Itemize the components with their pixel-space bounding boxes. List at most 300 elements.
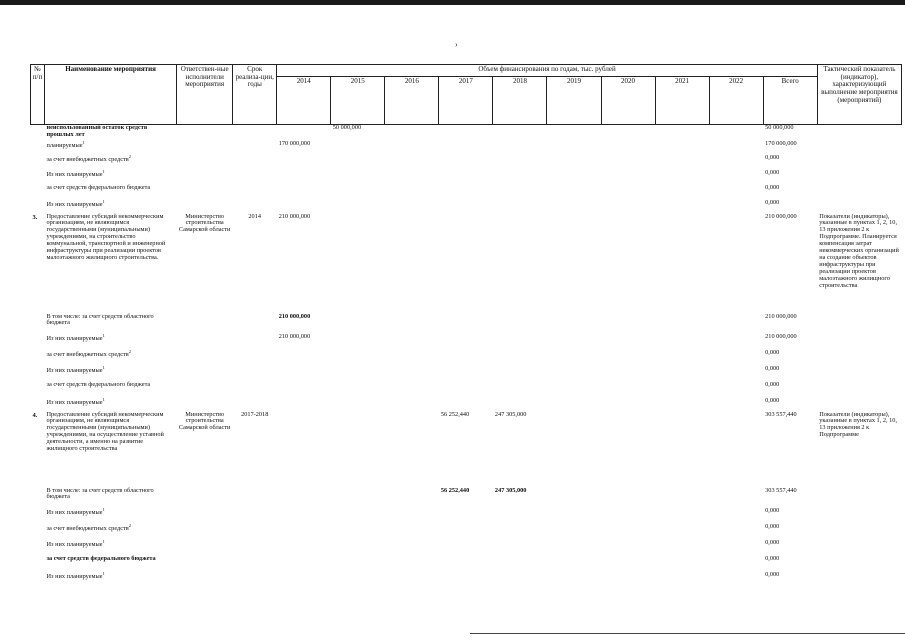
year-value: [493, 125, 547, 141]
row-number: 4.: [32, 411, 38, 419]
year-value: 56 252,440: [440, 410, 470, 418]
year-value: [439, 185, 493, 200]
row-total: 0,000: [765, 396, 780, 404]
row-label: [45, 185, 177, 200]
row-number: [31, 488, 45, 508]
year-value: [655, 540, 709, 556]
row-term: [233, 556, 277, 572]
footnote-mark: 1: [102, 168, 105, 174]
year-value: [277, 524, 331, 540]
footnote-mark: 2: [128, 348, 132, 354]
year-value: [277, 350, 331, 366]
footnote-mark: 1: [102, 506, 105, 512]
row-term: [233, 398, 277, 412]
year-value: [655, 572, 709, 586]
row-label-text: Предоставление субсидий некоммерческим организациям, не являющимся государственными (муниципальными) учреждениями, на строительство коммунальной, транспортной и инженерной инфраструктуры при реализации проектов малоэтажного жилищного строительства.: [46, 212, 166, 262]
row-number: [31, 170, 45, 185]
row-number: [31, 125, 45, 141]
year-value: [331, 366, 385, 382]
year-value: [277, 185, 331, 200]
table-row: [31, 508, 902, 524]
year-value: [493, 141, 547, 155]
row-total: 170 000,000: [765, 139, 797, 147]
table-row: [31, 125, 902, 141]
year-value: [655, 366, 709, 382]
row-responsible: [177, 314, 233, 334]
table-row: [31, 350, 902, 366]
row-responsible: [177, 508, 233, 524]
row-term: [233, 382, 277, 398]
row-label: [45, 524, 177, 540]
year-value: [547, 314, 601, 334]
row-indicator: [817, 141, 901, 155]
table-row: [31, 556, 902, 572]
year-value: [331, 214, 385, 314]
year-value: [547, 572, 601, 586]
row-total: 0,000: [765, 168, 780, 176]
row-term: [233, 125, 277, 141]
row-label-text: Из них планируемые: [46, 200, 103, 208]
year-value: [655, 398, 709, 412]
table-row: [31, 366, 902, 382]
header-total: Всего: [763, 77, 817, 125]
year-value: [493, 334, 547, 350]
year-value: [331, 572, 385, 586]
row-indicator: [817, 556, 901, 572]
year-value: [547, 155, 601, 170]
year-value: [601, 508, 655, 524]
row-label: [45, 508, 177, 524]
year-value: [601, 382, 655, 398]
row-indicator: [817, 508, 901, 524]
row-term: [233, 350, 277, 366]
row-responsible: [177, 200, 233, 214]
header-year: 2015: [331, 77, 385, 125]
row-indicator: [817, 170, 901, 185]
row-number: [31, 366, 45, 382]
row-responsible: [177, 572, 233, 586]
top-border: [0, 0, 905, 5]
year-value: [385, 170, 439, 185]
year-value: [547, 412, 601, 488]
year-value: [709, 540, 763, 556]
year-value: [547, 350, 601, 366]
row-term: [233, 200, 277, 214]
table-row: [31, 524, 902, 540]
year-value: [655, 524, 709, 540]
year-value: [493, 185, 547, 200]
footnote-mark: 1: [102, 538, 105, 544]
table-row: [31, 540, 902, 556]
row-indicator: [817, 540, 901, 556]
year-value: [493, 314, 547, 334]
table-row: [31, 200, 902, 214]
year-value: [277, 398, 331, 412]
row-term: [233, 488, 277, 508]
year-value: [493, 572, 547, 586]
year-value: [331, 488, 385, 508]
year-value: [385, 556, 439, 572]
header-term: Срок реализа-ции, годы: [233, 65, 277, 125]
table-row: [31, 334, 902, 350]
year-value: [493, 382, 547, 398]
row-label: [45, 412, 177, 488]
footnote-mark: 1: [82, 139, 85, 145]
year-value: [493, 350, 547, 366]
row-label: [45, 334, 177, 350]
year-value: [331, 141, 385, 155]
row-label: [45, 200, 177, 214]
year-value: [601, 556, 655, 572]
table-row: [31, 488, 902, 508]
year-value: [439, 200, 493, 214]
year-value: [385, 488, 439, 508]
row-responsible: [177, 125, 233, 141]
year-value: [601, 524, 655, 540]
row-total: 210 000,000: [765, 212, 797, 220]
table-row: [31, 398, 902, 412]
row-number: [31, 398, 45, 412]
year-value: [331, 508, 385, 524]
table-row: [31, 572, 902, 586]
year-value: [547, 200, 601, 214]
year-value: [277, 488, 331, 508]
year-value: [547, 382, 601, 398]
year-value: [709, 155, 763, 170]
row-term: [233, 170, 277, 185]
row-responsible: [177, 556, 233, 572]
year-value: [277, 170, 331, 185]
year-value: [331, 200, 385, 214]
year-value: [655, 350, 709, 366]
year-value: [547, 125, 601, 141]
header-year: 2014: [277, 77, 331, 125]
year-value: [709, 141, 763, 155]
year-value: [439, 334, 493, 350]
year-value: [493, 155, 547, 170]
bottom-rule: [470, 633, 905, 634]
year-value: [439, 214, 493, 314]
header-year: 2018: [493, 77, 547, 125]
row-total: 0,000: [765, 522, 780, 530]
year-value: [547, 214, 601, 314]
year-value: [601, 155, 655, 170]
row-label-text: В том числе: за счет средств областного бюджета: [46, 486, 154, 501]
header-responsible: Ответствен-ные исполнители мероприятия: [177, 65, 233, 125]
year-value: 50 000,000: [332, 124, 362, 131]
year-value: [709, 524, 763, 540]
year-value: [439, 524, 493, 540]
row-label: [45, 572, 177, 586]
year-value: [709, 488, 763, 508]
row-label-text: за счет внебюджетных средств: [46, 524, 129, 532]
row-label-text: Из них планируемые: [46, 540, 103, 548]
year-value: [331, 314, 385, 334]
row-label: [45, 314, 177, 334]
year-value: 210 000,000: [278, 212, 311, 220]
row-number: [31, 334, 45, 350]
row-label: [45, 350, 177, 366]
row-indicator: [817, 185, 901, 200]
row-label-text: Из них планируемые: [46, 170, 103, 178]
row-term: 2017-2018: [241, 410, 269, 418]
row-indicator: [817, 524, 901, 540]
year-value: [439, 155, 493, 170]
year-value: [601, 214, 655, 314]
row-indicator: [817, 125, 901, 141]
year-value: [331, 334, 385, 350]
year-value: [655, 170, 709, 185]
year-value: [655, 185, 709, 200]
row-responsible: [177, 334, 233, 350]
row-responsible: [177, 398, 233, 412]
year-value: [385, 398, 439, 412]
year-value: [439, 314, 493, 334]
row-indicator: [817, 398, 901, 412]
year-value: [439, 382, 493, 398]
year-value: [547, 556, 601, 572]
year-value: [385, 366, 439, 382]
year-value: [385, 524, 439, 540]
row-label-text: Из них планируемые: [46, 366, 103, 374]
row-number: [31, 200, 45, 214]
row-label: [45, 488, 177, 508]
row-label-text: Из них планируемые: [46, 508, 103, 516]
year-value: [655, 141, 709, 155]
header-year: 2017: [439, 77, 493, 125]
row-total: 0,000: [765, 570, 780, 578]
year-value: [547, 334, 601, 350]
year-value: [331, 540, 385, 556]
year-value: [493, 556, 547, 572]
year-value: [655, 125, 709, 141]
row-label-text: Предоставление субсидий некоммерческим организациям, не являющимся государственными (муниципальными) учреждениями, на осуществление уставной деятельности, а именно на развитие жилищного строительства: [46, 410, 164, 453]
row-label-text: Из них планируемые: [46, 398, 103, 406]
year-value: [439, 125, 493, 141]
row-label: [45, 398, 177, 412]
row-total: 0,000: [765, 183, 780, 191]
row-total: 0,000: [765, 506, 780, 514]
row-indicator: [817, 572, 901, 586]
year-value: [439, 556, 493, 572]
row-number: [31, 540, 45, 556]
footnote-mark: 1: [102, 396, 105, 402]
year-value: [601, 314, 655, 334]
year-value: [709, 200, 763, 214]
year-value: [385, 125, 439, 141]
year-value: [601, 398, 655, 412]
year-value: 210 000,000: [278, 332, 311, 340]
row-responsible: Министерство строительства Самарской области: [178, 410, 231, 432]
year-value: [439, 350, 493, 366]
row-term: 2014: [248, 212, 261, 220]
year-value: [385, 350, 439, 366]
year-value: [277, 125, 331, 141]
row-number: [31, 556, 45, 572]
year-value: [331, 185, 385, 200]
year-value: [439, 170, 493, 185]
row-total: 0,000: [765, 554, 780, 562]
header-year: 2016: [385, 77, 439, 125]
year-value: [331, 398, 385, 412]
row-responsible: [177, 366, 233, 382]
year-value: [601, 488, 655, 508]
year-value: [277, 382, 331, 398]
year-value: [709, 382, 763, 398]
year-value: [709, 170, 763, 185]
row-number: [31, 382, 45, 398]
year-value: [547, 488, 601, 508]
header-funding: Объем финансирования по годам, тыс. рублей: [277, 65, 818, 77]
table-row: [31, 382, 902, 398]
row-term: [233, 141, 277, 155]
year-value: [709, 556, 763, 572]
year-value: [655, 155, 709, 170]
year-value: [709, 412, 763, 488]
year-value: [277, 412, 331, 488]
year-value: [331, 350, 385, 366]
row-total: 210 000,000: [765, 332, 797, 340]
row-number: [31, 314, 45, 334]
year-value: [385, 141, 439, 155]
header-year: 2020: [601, 77, 655, 125]
row-label: [45, 155, 177, 170]
year-value: 247 305,000: [494, 486, 527, 494]
year-value: [493, 366, 547, 382]
footnote-mark: 1: [102, 364, 105, 370]
year-value: [493, 398, 547, 412]
year-value: [655, 508, 709, 524]
year-value: [709, 334, 763, 350]
year-value: [601, 170, 655, 185]
row-term: [233, 185, 277, 200]
year-value: [601, 200, 655, 214]
year-value: [277, 366, 331, 382]
year-value: [601, 334, 655, 350]
row-indicator: Показатели (индикаторы), указанные в пунктах 1, 2, 10, 13 приложения 2 к Подпрограмме: [819, 410, 898, 439]
row-total: 303 557,440: [765, 410, 797, 418]
year-value: [439, 572, 493, 586]
year-value: [439, 366, 493, 382]
year-value: [547, 141, 601, 155]
year-value: [547, 540, 601, 556]
row-term: [233, 540, 277, 556]
row-label-text: неиспользованный остаток средств прошлых лет: [46, 124, 148, 138]
row-total: 303 557,440: [765, 486, 797, 494]
footnote-mark: 2: [128, 153, 132, 159]
year-value: [439, 141, 493, 155]
row-indicator: Показатели (индикаторы), указанные в пунктах 1, 2, 10, 13 приложения 2 к Подпрограмме. Планируется компенсация затрат некоммерческих организаций на создание объектов инфраструктуры при реализации проектов малоэтажного жилищного строительства: [819, 212, 899, 289]
row-label: [45, 125, 177, 141]
year-value: [709, 508, 763, 524]
year-value: [547, 185, 601, 200]
row-total: 0,000: [765, 198, 780, 206]
row-responsible: [177, 488, 233, 508]
year-value: [385, 540, 439, 556]
year-value: [277, 540, 331, 556]
row-responsible: [177, 141, 233, 155]
row-responsible: Министерство строительства Самарской области: [178, 212, 231, 234]
row-label-text: В том числе: за счет средств областного бюджета: [46, 312, 154, 327]
row-label-text: за счет внебюджетных средств: [46, 350, 129, 358]
year-value: [331, 556, 385, 572]
page-mark: ›: [455, 40, 458, 49]
year-value: [439, 508, 493, 524]
table-row: [31, 412, 902, 488]
row-label-text: планируемые: [46, 141, 83, 149]
row-total: 210 000,000: [765, 312, 797, 320]
row-responsible: [177, 170, 233, 185]
year-value: [385, 508, 439, 524]
row-total: 0,000: [765, 153, 780, 161]
row-label-text: Из них планируемые: [46, 334, 103, 342]
row-label: [45, 170, 177, 185]
header-year: 2022: [709, 77, 763, 125]
row-number: [31, 350, 45, 366]
row-responsible: [177, 540, 233, 556]
year-value: [709, 350, 763, 366]
table-row: [31, 185, 902, 200]
year-value: [709, 214, 763, 314]
year-value: [655, 200, 709, 214]
table-row: [31, 155, 902, 170]
row-responsible: [177, 185, 233, 200]
year-value: [331, 170, 385, 185]
year-value: [655, 382, 709, 398]
footnote-mark: 2: [128, 522, 132, 528]
year-value: [601, 185, 655, 200]
year-value: [493, 524, 547, 540]
row-number: [31, 572, 45, 586]
year-value: [331, 524, 385, 540]
row-indicator: [817, 488, 901, 508]
row-label: [45, 214, 177, 314]
row-term: [233, 155, 277, 170]
year-value: [385, 314, 439, 334]
funding-table: [30, 64, 902, 586]
row-total: 0,000: [765, 538, 780, 546]
year-value: [331, 155, 385, 170]
year-value: [385, 200, 439, 214]
row-total: 0,000: [765, 380, 780, 388]
row-indicator: [817, 200, 901, 214]
row-responsible: [177, 155, 233, 170]
header-name: Наименование мероприятия: [45, 65, 177, 125]
row-label: [45, 556, 177, 572]
row-total: 0,000: [765, 364, 780, 372]
row-term: [233, 572, 277, 586]
row-term: [233, 366, 277, 382]
year-value: [709, 125, 763, 141]
row-number: [31, 185, 45, 200]
table-row: [31, 170, 902, 185]
year-value: [601, 412, 655, 488]
year-value: [709, 366, 763, 382]
year-value: [385, 155, 439, 170]
year-value: [385, 412, 439, 488]
year-value: [385, 334, 439, 350]
year-value: [547, 398, 601, 412]
row-term: [233, 524, 277, 540]
header-indicator: Тактический показатель (индикатор), характеризующий выполнение мероприятия (мероприятий): [817, 65, 901, 125]
row-label-text: за счет средств федерального бюджета: [46, 183, 151, 191]
year-value: [601, 350, 655, 366]
row-number: [31, 141, 45, 155]
year-value: [439, 398, 493, 412]
table-row: [31, 314, 902, 334]
row-responsible: [177, 350, 233, 366]
row-number: 3.: [32, 213, 38, 221]
